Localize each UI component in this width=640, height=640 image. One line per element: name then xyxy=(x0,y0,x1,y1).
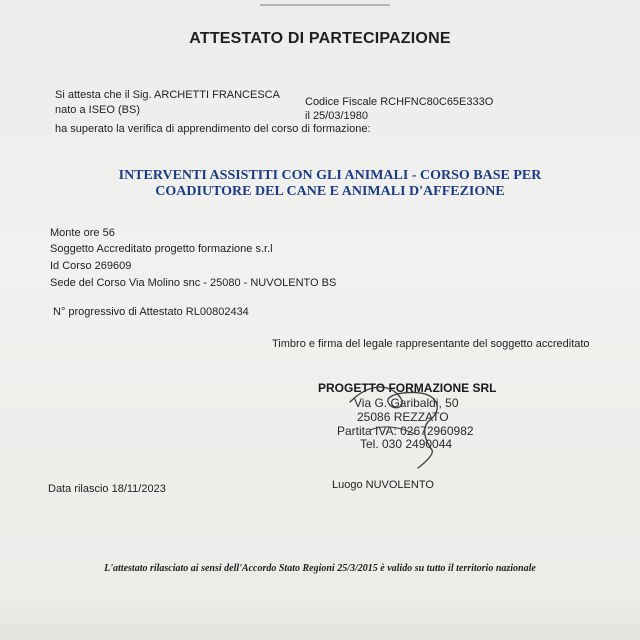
stamp-piva: Partita IVA: 02672960982 xyxy=(337,424,474,438)
issue-date: Data rilascio 18/11/2023 xyxy=(48,483,166,495)
birth-date: il 25/03/1980 xyxy=(305,110,368,122)
issue-place: Luogo NUVOLENTO xyxy=(332,479,434,491)
page-shadow xyxy=(0,600,640,640)
signature-icon xyxy=(330,372,460,472)
soggetto-accreditato: Soggetto Accreditato progetto formazione s.r.l xyxy=(50,243,273,255)
top-edge-text-fragment xyxy=(260,0,390,6)
course-title-line-2: COADIUTORE DEL CANE E ANIMALI D'AFFEZIONE xyxy=(155,184,505,199)
id-corso: Id Corso 269609 xyxy=(50,260,132,272)
stamp-tel: Tel. 030 2490044 xyxy=(360,437,453,451)
birthplace: nato a ISEO (BS) xyxy=(55,104,140,116)
sede-corso: Sede del Corso Via Molino snc - 25080 - NUVOLENTO BS xyxy=(50,277,337,289)
course-title-line-1: INTERVENTI ASSISTITI CON GLI ANIMALI - CORSO BASE PER xyxy=(118,168,542,183)
course-title xyxy=(80,168,580,200)
stamp-address: Via G. Garibaldi, 50 xyxy=(354,396,459,410)
stamp-city: 25086 REZZATO xyxy=(357,410,449,424)
progressive-number: N° progressivo di Attestato RL00802434 xyxy=(53,306,249,318)
legal-footer: L'attestato rilasciato ai sensi dell'Accordo Stato Regioni 25/3/2015 è valido su tutto il territorio nazionale xyxy=(104,563,536,574)
attestation-line: Si attesta che il Sig. ARCHETTI FRANCESCA xyxy=(55,89,280,101)
monte-ore: Monte ore 56 xyxy=(50,227,115,239)
verification-line: ha superato la verifica di apprendimento del corso di formazione: xyxy=(55,123,371,135)
certificate-title: ATTESTATO DI PARTECIPAZIONE xyxy=(189,30,451,47)
stamp-caption: Timbro e firma del legale rappresentante del soggetto accreditato xyxy=(272,338,590,350)
stamp-company: PROGETTO FORMAZIONE SRL xyxy=(318,381,497,395)
codice-fiscale: Codice Fiscale RCHFNC80C65E333O xyxy=(305,96,494,108)
